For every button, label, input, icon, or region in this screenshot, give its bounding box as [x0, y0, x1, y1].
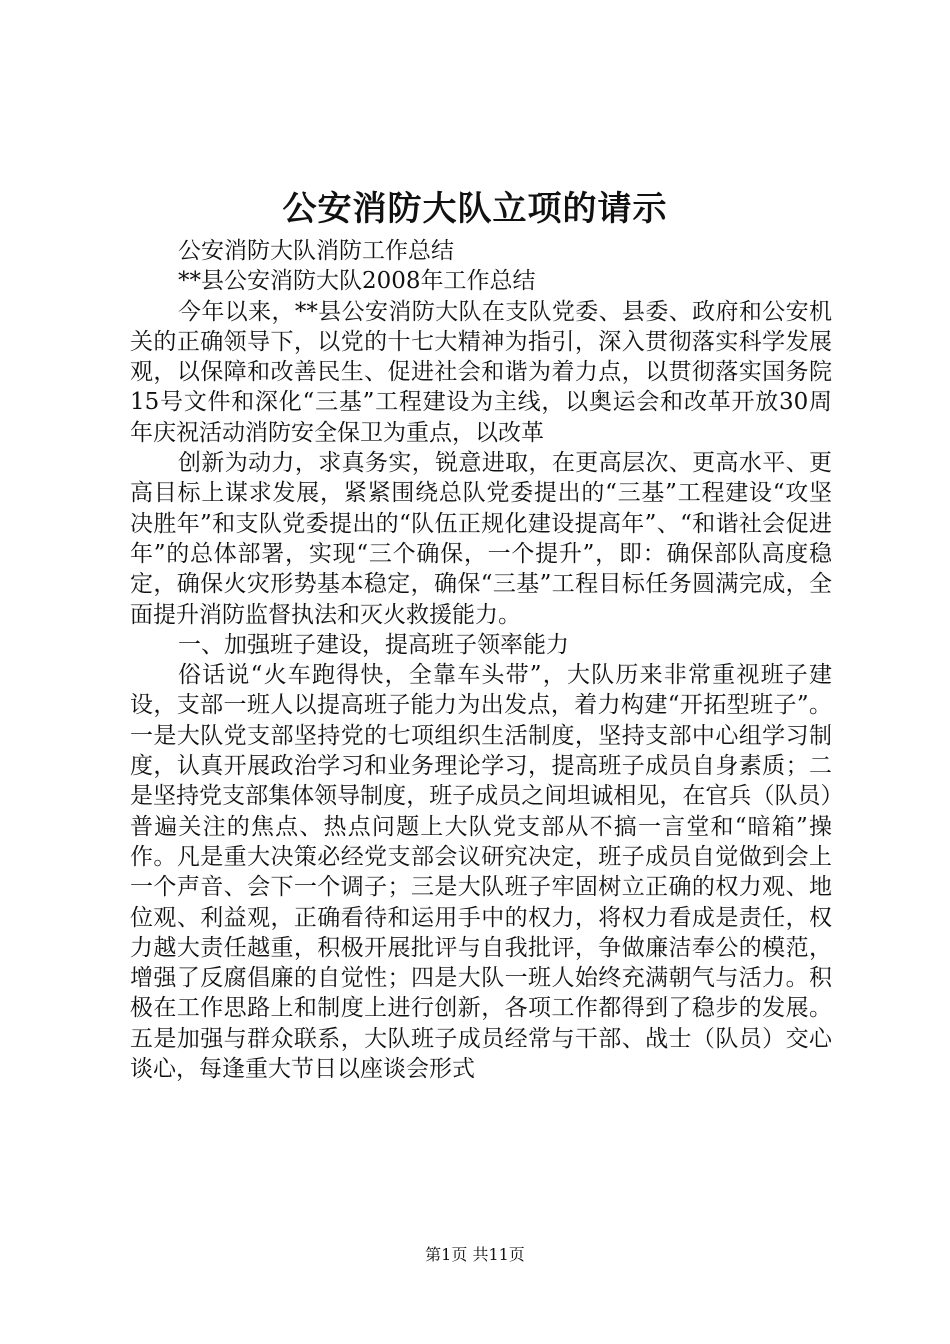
- page-footer: 第1页 共11页: [425, 1245, 525, 1264]
- document-body: [130, 236, 832, 1084]
- paragraph-report-title: **县公安消防大队2008年工作总结: [178, 268, 536, 295]
- paragraph-intro: 今年以来，**县公安消防大队在支队党委、县委、政府和公安机关的正确领导下，以党的十七大精神为指引，深入贯彻落实科学发展观，以保障和改善民生、促进社会和谐为着力点，以贯彻落实国务院15号文件和深化“三基”工程建设为主线，以奥运会和改革开放30周年庆祝活动消防安全保卫为重点，以改革: [130, 298, 832, 446]
- document-title: 公安消防大队立项的请示: [282, 189, 668, 229]
- section-heading-1: 一、加强班子建设，提高班子领率能力: [178, 631, 569, 658]
- paragraph-subtitle: 公安消防大队消防工作总结: [178, 238, 454, 264]
- paragraph-team-building: 俗话说“火车跑得快，全靠车头带”，大队历来非常重视班子建设，支部一班人以提高班子能力为出发点，着力构建“开拓型班子”。一是大队党支部坚持党的七项组织生活制度，坚持支部中心组学习制度，认真开展政治学习和业务理论学习，提高班子成员自身素质；二是坚持党支部集体领导制度，班子成员之间坦诚相见，在官兵（队员）普遍关注的焦点、热点问题上大队党支部从不搞一言堂和“暗箱”操作。凡是重大决策必经党支部会议研究决定，班子成员自觉做到会上一个声音、会下一个调子；三是大队班子牢固树立正确的权力观、地位观、利益观，正确看待和运用手中的权力，将权力看成是责任，权力越大责任越重，积极开展批评与自我批评，争做廉洁奉公的模范，增强了反腐倡廉的自觉性；四是大队一班人始终充满朝气与活力。积极在工作思路上和制度上进行创新，各项工作都得到了稳步的发展。五是加强与群众联系，大队班子成员经常与干部、战士（队员）交心谈心，每逢重大节日以座谈会形式: [130, 662, 832, 1083]
- paragraph-goals: 创新为动力，求真务实，锐意进取，在更高层次、更高水平、更高目标上谋求发展，紧紧围绕总队党委提出的“三基”工程建设“攻坚决胜年”和支队党委提出的“队伍正规化建设提高年”、“和谐社会促进年”的总体部署，实现“三个确保，一个提升”，即：确保部队高度稳定，确保火灾形势基本稳定，确保“三基”工程目标任务圆满完成，全面提升消防监督执法和灭火救援能力。: [130, 450, 832, 628]
